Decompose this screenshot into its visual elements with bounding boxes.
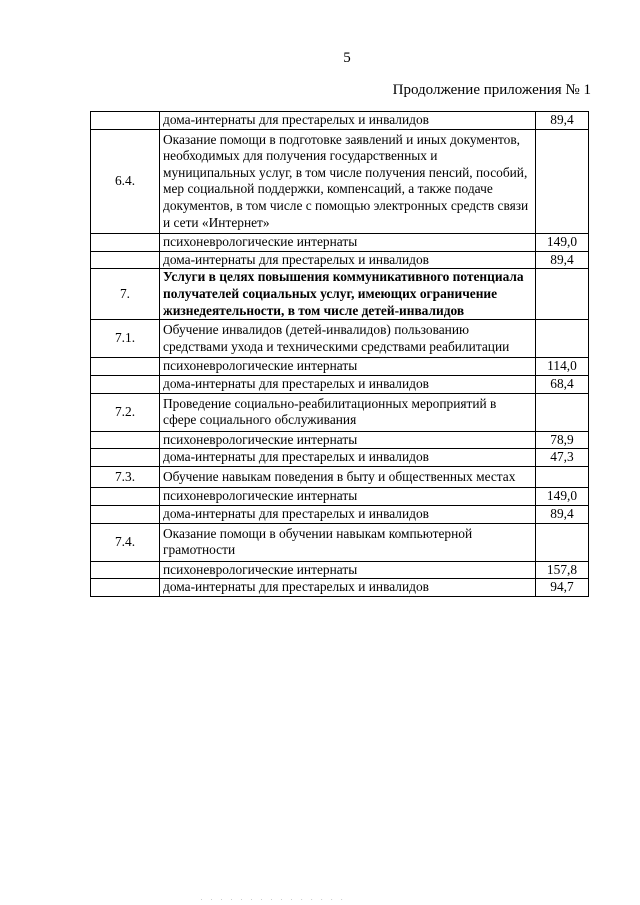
item-number-cell <box>91 112 160 130</box>
item-number-cell <box>91 561 160 579</box>
table-section-row <box>91 269 589 320</box>
item-number-cell: 7.3. <box>91 466 160 488</box>
service-name-cell: дома-интернаты для престарелых и инвалидов <box>160 506 536 524</box>
table-subrow <box>91 431 589 449</box>
price-value-cell <box>536 466 589 488</box>
item-number-cell <box>91 251 160 269</box>
table-subrow <box>91 488 589 506</box>
table-subrow <box>91 449 589 467</box>
item-number-cell <box>91 375 160 393</box>
service-name-cell: психоневрологические интернаты <box>160 234 536 252</box>
table-service-row <box>91 393 589 431</box>
price-value-cell <box>536 523 589 561</box>
price-value-cell: 89,4 <box>536 251 589 269</box>
service-name-cell: дома-интернаты для престарелых и инвалидов <box>160 375 536 393</box>
service-name-cell: дома-интернаты для престарелых и инвалидов <box>160 449 536 467</box>
service-name-cell: психоневрологические интернаты <box>160 488 536 506</box>
table-subrow <box>91 251 589 269</box>
item-number-cell: 6.4. <box>91 129 160 234</box>
item-number-cell: 7.1. <box>91 320 160 358</box>
table-service-row <box>91 523 589 561</box>
price-value-cell <box>536 320 589 358</box>
price-value-cell: 68,4 <box>536 375 589 393</box>
price-value-cell: 47,3 <box>536 449 589 467</box>
item-number-cell: 7.4. <box>91 523 160 561</box>
table-service-row <box>91 320 589 358</box>
table-subrow <box>91 579 589 597</box>
service-name-cell: дома-интернаты для престарелых и инвалидов <box>160 251 536 269</box>
service-name-cell: Обучение навыкам поведения в быту и общественных местах <box>160 466 536 488</box>
item-number-cell <box>91 488 160 506</box>
tariff-table-body <box>91 112 589 597</box>
item-number-cell <box>91 358 160 376</box>
service-name-cell: дома-интернаты для престарелых и инвалидов <box>160 579 536 597</box>
price-value-cell: 78,9 <box>536 431 589 449</box>
price-value-cell: 149,0 <box>536 488 589 506</box>
service-name-cell: Оказание помощи в подготовке заявлений и иных документов, необходимых для получения государственных и муниципальных услуг, в том числе получения пенсий, пособий, мер социальной поддержки, компенсаций, а также подаче документов, в том числе с помощью электронных средств связи и сети «Интернет» <box>160 129 536 234</box>
table-subrow <box>91 112 589 130</box>
item-number-cell <box>91 579 160 597</box>
service-name-cell: Оказание помощи в обучении навыкам компьютерной грамотности <box>160 523 536 561</box>
table-subrow <box>91 375 589 393</box>
service-name-cell: дома-интернаты для престарелых и инвалидов <box>160 112 536 130</box>
price-value-cell: 114,0 <box>536 358 589 376</box>
table-subrow <box>91 234 589 252</box>
service-name-cell: Услуги в целях повышения коммуникативного потенциала получателей социальных услуг, имеющих ограничение жизнедеятельности, в том числе детей-инвалидов <box>160 269 536 320</box>
service-name-cell: Проведение социально-реабилитационных мероприятий в сфере социального обслуживания <box>160 393 536 431</box>
footer-scan-marks: . . . . . . . . . . . . . . . <box>200 896 346 902</box>
service-name-cell: Обучение инвалидов (детей-инвалидов) пользованию средствами ухода и техническими средствами реабилитации <box>160 320 536 358</box>
item-number-cell <box>91 449 160 467</box>
price-value-cell: 149,0 <box>536 234 589 252</box>
service-name-cell: психоневрологические интернаты <box>160 561 536 579</box>
item-number-cell: 7. <box>91 269 160 320</box>
page-number: 5 <box>343 50 351 66</box>
table-service-row <box>91 129 589 234</box>
tariff-table <box>90 111 589 597</box>
price-value-cell: 89,4 <box>536 506 589 524</box>
item-number-cell <box>91 234 160 252</box>
item-number-cell: 7.2. <box>91 393 160 431</box>
price-value-cell <box>536 393 589 431</box>
price-value-cell: 89,4 <box>536 112 589 130</box>
table-subrow <box>91 358 589 376</box>
service-name-cell: психоневрологические интернаты <box>160 431 536 449</box>
table-service-row <box>91 466 589 488</box>
service-name-cell: психоневрологические интернаты <box>160 358 536 376</box>
appendix-continuation-note: Продолжение приложения № 1 <box>392 82 591 98</box>
item-number-cell <box>91 506 160 524</box>
price-value-cell: 94,7 <box>536 579 589 597</box>
table-subrow <box>91 506 589 524</box>
price-value-cell: 157,8 <box>536 561 589 579</box>
item-number-cell <box>91 431 160 449</box>
price-value-cell <box>536 129 589 234</box>
price-value-cell <box>536 269 589 320</box>
table-subrow <box>91 561 589 579</box>
